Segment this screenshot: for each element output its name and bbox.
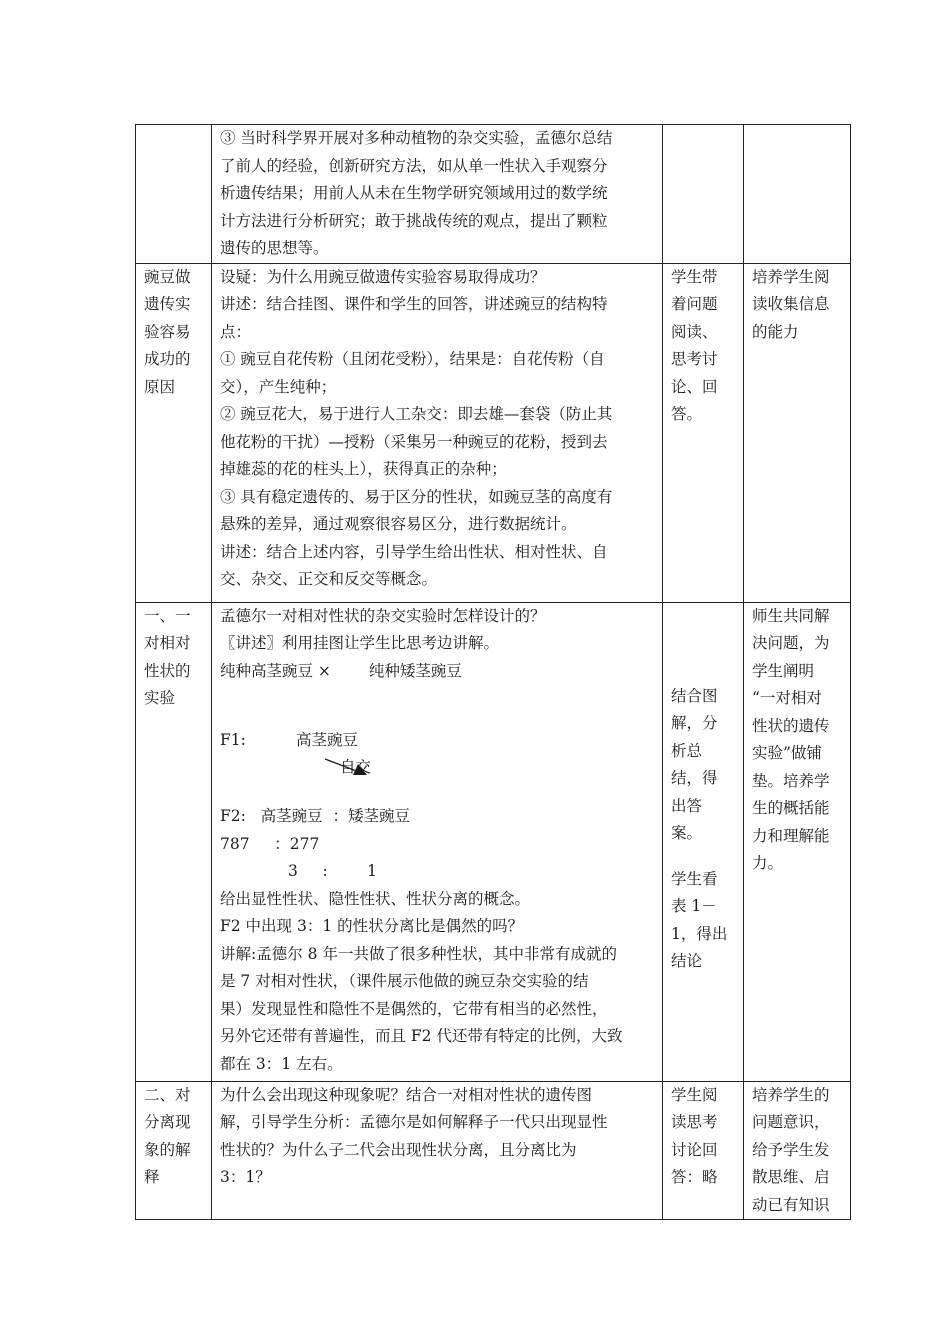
content-cell <box>212 263 663 602</box>
text-line: 他花粉的干扰）—授粉（采集另一种豌豆的花粉，授到去 <box>220 432 608 451</box>
text-line: 结，得 <box>671 769 718 787</box>
student-activity-cell <box>663 1081 744 1220</box>
text-line: 动已有知识 <box>752 1195 830 1214</box>
text-line: 释 <box>144 1168 160 1186</box>
text-line: 读思考 <box>671 1113 718 1131</box>
text-line: 给出显性性状、隐性性状、性状分离的概念。 <box>220 889 531 908</box>
text-line: ① 豌豆自花传粉（且闭花受粉），结果是：自花传粉（自 <box>220 350 605 368</box>
text-line: 对相对 <box>144 634 191 652</box>
text-line: 1，得出 <box>671 924 728 943</box>
text-line: 讨论回 <box>671 1140 718 1159</box>
topic-cell <box>136 125 212 264</box>
text-line: 成功的 <box>144 350 191 368</box>
text-line: 性状的？为什么子二代会出现性状分离，且分离比为 <box>220 1140 577 1159</box>
text-line: 师生共同解 <box>752 606 830 625</box>
table-row <box>136 125 851 264</box>
text-line: 学生阐明 <box>752 661 815 680</box>
text-line: 表 1－ <box>671 897 717 915</box>
text-line: 是 7 对相对性状，（课件展示他做的豌豆杂交实验的结 <box>220 972 589 990</box>
text-line: 力和理解能 <box>752 826 830 845</box>
f1-line <box>220 727 656 754</box>
text-line: 3：1？ <box>220 1168 271 1186</box>
f2-line: F2: 高茎豌豆 ：矮茎豌豆 <box>220 807 410 825</box>
text-line: 验容易 <box>144 322 191 341</box>
purpose-cell <box>744 125 851 264</box>
text-line: 析总 <box>671 741 703 760</box>
text-line: 分离现 <box>144 1113 191 1131</box>
text-line: 决问题，为 <box>752 634 830 652</box>
content-cell <box>212 602 663 1081</box>
self-cross-label: 自交 <box>340 758 372 776</box>
content-cell <box>212 125 663 264</box>
text-line: 遗传的思想等。 <box>220 239 329 257</box>
text-line: 结合图 <box>671 686 718 705</box>
text-line: 了前人的经验，创新研究方法，如从单一性状入手观察分 <box>220 156 608 175</box>
text-line: 解，引导学生分析：孟德尔是如何解释子一代只出现显性 <box>220 1113 608 1131</box>
text-line: 学生阅 <box>671 1085 718 1104</box>
text-line: 讲述：结合上述内容，引导学生给出性状、相对性状、自 <box>220 542 608 561</box>
text-line: 论、回 <box>671 377 718 396</box>
text-line: 培养学生的 <box>752 1085 830 1104</box>
text-line: 思考讨 <box>671 350 718 368</box>
text-line: 生的概括能 <box>752 799 830 817</box>
text-line: 都在 3：1 左右。 <box>220 1054 343 1073</box>
text-line: ③ 当时科学界开展对多种动植物的杂交实验，孟德尔总结 <box>220 129 613 147</box>
text-line: 析遗传结果；用前人从未在生物学研究领域用过的数学统 <box>220 184 608 202</box>
table-row <box>136 602 851 1081</box>
topic-cell <box>136 1081 212 1220</box>
text-line: 学生看 <box>671 869 718 888</box>
text-line: 阅读、 <box>671 322 718 341</box>
text-line: 讲解:孟德尔 8 年一共做了很多种性状，其中非常有成就的 <box>220 944 617 963</box>
text-line: 学生带 <box>671 267 718 286</box>
text-line: “一对相对 <box>752 689 822 707</box>
text-line: 的能力 <box>752 322 799 341</box>
table-row <box>136 1081 851 1220</box>
student-activity-cell <box>663 263 744 602</box>
text-line: 孟德尔一对相对性状的杂交实验时怎样设计的？ <box>220 606 546 625</box>
text-line: 悬殊的差异，通过观察很容易区分，进行数据统计。 <box>220 515 577 533</box>
cross-parent-right: 纯种矮茎豌豆 <box>368 661 462 680</box>
text-line: 答：略 <box>671 1168 718 1186</box>
text-line: 培养学生阅 <box>752 267 830 286</box>
text-line: 象的解 <box>144 1140 191 1159</box>
content-cell <box>212 1081 663 1220</box>
text-line: 结论 <box>671 952 703 970</box>
text-line: 问题意识， <box>752 1113 830 1131</box>
text-line: 出答 <box>671 796 703 815</box>
text-line: 交、杂交、正交和反交等概念。 <box>220 570 438 588</box>
purpose-cell <box>744 602 851 1081</box>
text-line: 解，分 <box>671 714 718 732</box>
student-activity-cell <box>663 125 744 264</box>
text-line: 力。 <box>752 854 784 872</box>
text-line: 散思维、启 <box>752 1168 830 1186</box>
text-line: 〖讲述〗利用挂图让学生比思考边讲解。 <box>220 634 500 652</box>
student-activity-cell <box>663 602 744 1081</box>
text-line: 掉雄蕊的花的柱头上），获得真正的杂种； <box>220 460 507 478</box>
text-line: 遗传实 <box>144 295 191 313</box>
text-line: 读收集信息 <box>752 295 830 313</box>
f1-value: 高茎豌豆 <box>296 731 359 749</box>
purpose-cell <box>744 263 851 602</box>
text-line: 计方法进行分析研究；敢于挑战传统的观点，提出了颗粒 <box>220 211 608 230</box>
topic-cell <box>136 263 212 602</box>
f1-label: F1: <box>220 731 246 749</box>
text-line: 原因 <box>144 377 176 396</box>
text-line: 另外它还带有普遍性，而且 F2 代还带有特定的比例，大致 <box>220 1027 623 1045</box>
text-line: 点： <box>220 322 252 341</box>
text-line: 性状的 <box>144 661 191 680</box>
text-line: 给予学生发 <box>752 1140 830 1159</box>
text-line: F2 中出现 3：1 的性状分离比是偶然的吗？ <box>220 917 524 935</box>
text-line: 交），产生纯种； <box>220 377 337 396</box>
text-line: ③ 具有稳定遗传的、易于区分的性状，如豌豆茎的高度有 <box>220 487 613 506</box>
text-line: 实验 <box>144 689 176 707</box>
text-line: 果）发现显性和隐性不是偶然的，它带有相当的必然性， <box>220 999 608 1018</box>
text-line: 垫。培养学 <box>752 771 830 790</box>
text-line: 为什么会出现这种现象呢？结合一对相对性状的遗传图 <box>220 1085 593 1104</box>
lesson-plan-table <box>135 124 851 1220</box>
text-line: 二、对 <box>144 1085 191 1104</box>
text-line: ② 豌豆花大，易于进行人工杂交：即去雄—套袋（防止其 <box>220 405 613 423</box>
text-line: 案。 <box>671 824 703 842</box>
cross-parent-left: 纯种高茎豌豆 × <box>220 661 331 680</box>
text-line: 实验”做铺 <box>752 744 822 762</box>
cross-line <box>220 658 656 686</box>
text-line: 性状的遗传 <box>752 716 830 735</box>
text-line: 讲述：结合挂图、课件和学生的回答，讲述豌豆的结构特 <box>220 295 608 313</box>
topic-cell <box>136 602 212 1081</box>
count-line: 787 ：277 <box>220 834 320 853</box>
table-row <box>136 263 851 602</box>
text-line: 豌豆做 <box>144 267 191 286</box>
ratio-line: 3 : 1 <box>288 862 377 880</box>
text-line: 一、一 <box>144 606 191 625</box>
text-line: 着问题 <box>671 295 718 313</box>
purpose-cell <box>744 1081 851 1220</box>
text-line: 答。 <box>671 405 703 423</box>
text-line: 设疑：为什么用豌豆做遗传实验容易取得成功？ <box>220 267 546 286</box>
